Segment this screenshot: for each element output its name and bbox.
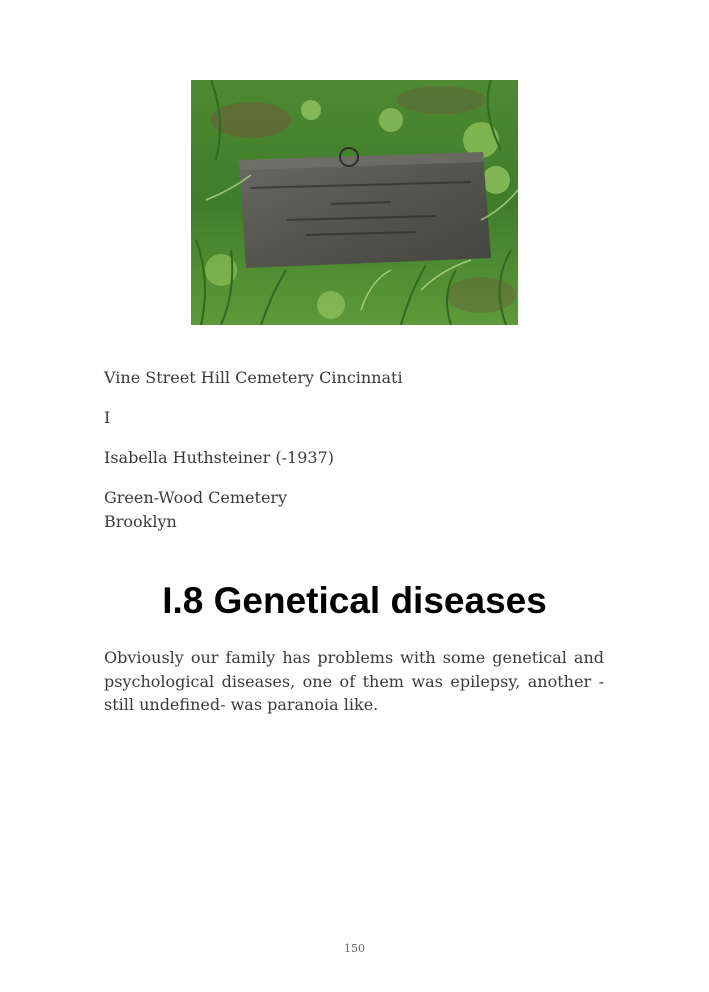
person-entry: Isabella Huthsteiner (-1937) <box>104 448 334 467</box>
section-letter: I <box>104 408 111 427</box>
grave-marker-photo <box>191 80 518 325</box>
page-number: 150 <box>344 942 365 955</box>
burial-place <box>104 486 604 534</box>
burial-cemetery: Green-Wood Cemetery <box>104 488 288 507</box>
burial-city: Brooklyn <box>104 512 177 531</box>
photo-caption: Vine Street Hill Cemetery Cincinnati <box>104 368 403 387</box>
section-heading: I.8 Genetical diseases <box>162 580 547 621</box>
section-body: Obviously our family has problems with some genetical and psychological diseases, one of them was epilepsy, another -still undefined- was paranoia like. <box>104 648 604 714</box>
